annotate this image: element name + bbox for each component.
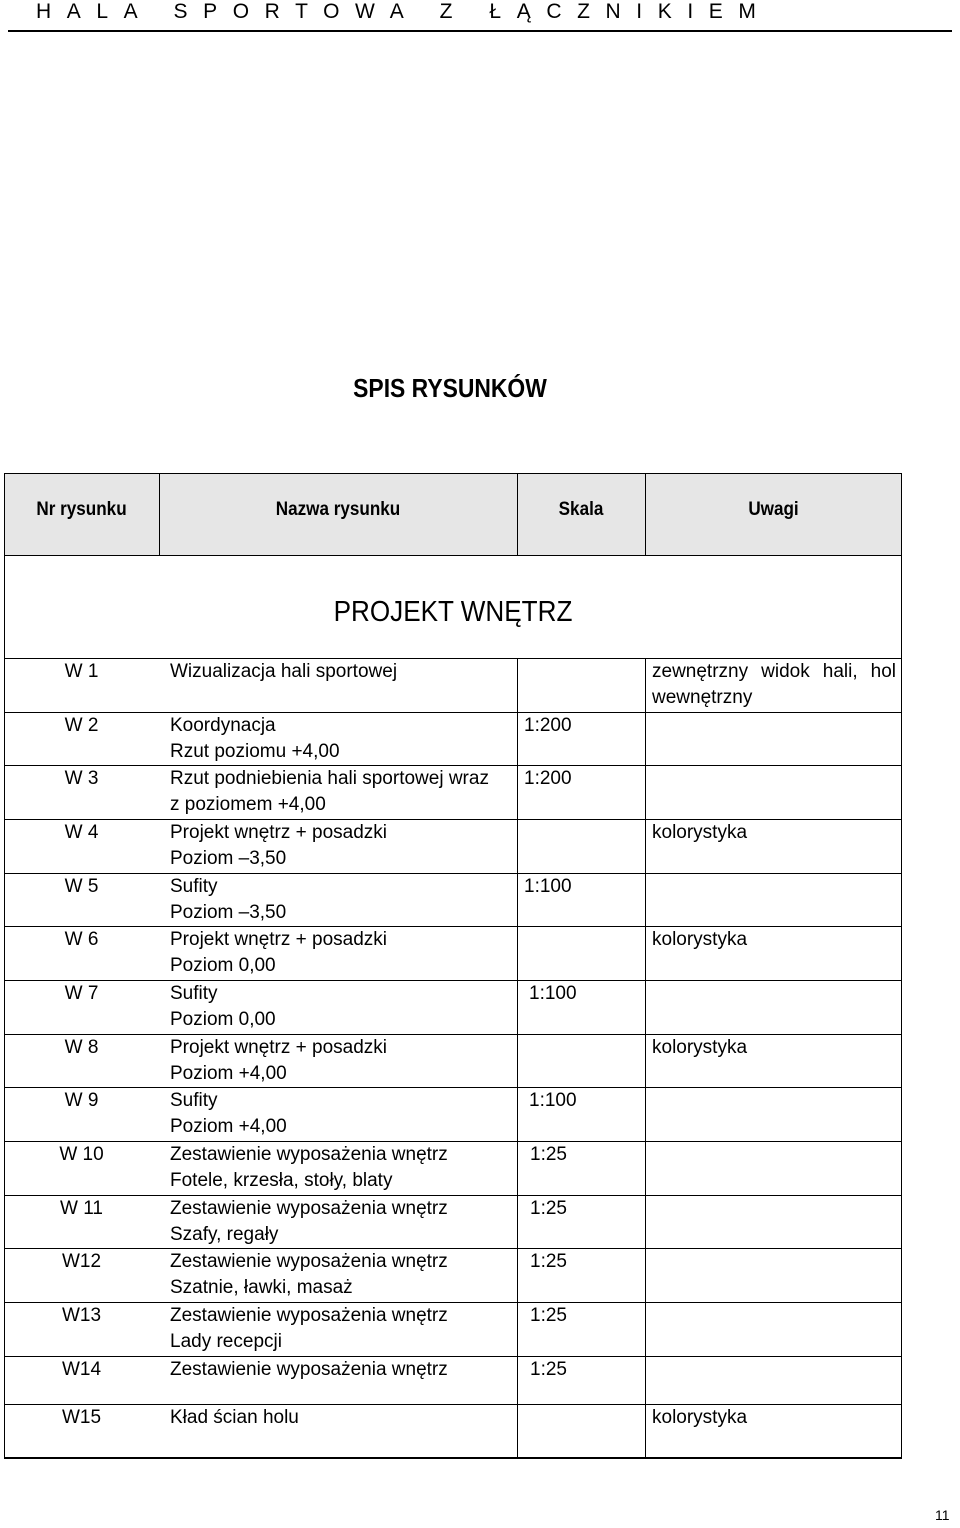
cell-name: Zestawienie wyposażenia wnętrz — [170, 1359, 448, 1380]
header-notes: Uwagi — [748, 499, 799, 520]
header-name: Nazwa rysunku — [275, 499, 401, 520]
cell-nr: W 4 — [64, 822, 99, 843]
cell-name-line2: Poziom –3,50 — [170, 902, 287, 923]
cell-name-line2: Poziom +4,00 — [170, 1063, 287, 1084]
row-divider — [4, 1458, 902, 1459]
cell-name: Kład ścian holu — [170, 1407, 299, 1428]
cell-nr: W12 — [61, 1251, 102, 1272]
cell-nr: W 8 — [64, 1037, 99, 1058]
cell-name-line2: Poziom 0,00 — [170, 1009, 276, 1030]
running-header-title: HALA SPORTOWA Z ŁĄCZNIKIEM — [36, 0, 772, 23]
col-divider-2-body — [517, 658, 518, 1458]
cell-scale: 1:25 — [530, 1359, 567, 1380]
cell-notes: kolorystyka — [652, 1407, 748, 1428]
cell-nr: W 10 — [59, 1144, 104, 1165]
cell-scale: 1:25 — [530, 1144, 567, 1165]
cell-notes-line2: wewnętrzny — [652, 687, 753, 708]
cell-name-line2: Szatnie, ławki, masaż — [170, 1277, 353, 1298]
cell-scale: 1:100 — [529, 1090, 577, 1111]
cell-name: Rzut podniebienia hali sportowej wraz — [170, 768, 489, 789]
cell-notes: kolorystyka — [652, 929, 748, 950]
header-scale: Skala — [558, 499, 604, 520]
cell-nr: W 5 — [64, 876, 99, 897]
cell-name: Zestawienie wyposażenia wnętrz — [170, 1198, 448, 1219]
header-nr: Nr rysunku — [36, 499, 127, 520]
cell-notes: kolorystyka — [652, 822, 748, 843]
cell-notes: zewnętrzny widok hali, hol — [652, 661, 896, 682]
col-divider-2 — [517, 473, 518, 555]
cell-scale: 1:100 — [529, 983, 577, 1004]
cell-name-line2: Lady recepcji — [170, 1331, 282, 1352]
header-col-divider-1 — [159, 473, 160, 555]
drawings-table — [4, 473, 902, 1458]
cell-name-line2: Poziom –3,50 — [170, 848, 287, 869]
cell-name: Projekt wnętrz + posadzki — [170, 929, 388, 950]
cell-name: Sufity — [170, 876, 218, 897]
col-divider-3-body — [645, 658, 646, 1458]
cell-name: Wizualizacja hali sportowej — [170, 661, 398, 682]
cell-nr: W 11 — [60, 1198, 103, 1219]
cell-nr: W 2 — [64, 715, 99, 736]
section-heading: PROJEKT WNĘTRZ — [333, 596, 573, 628]
cell-name: Sufity — [170, 983, 218, 1004]
cell-scale: 1:200 — [524, 715, 572, 736]
cell-nr: W 7 — [64, 983, 99, 1004]
cell-name: Zestawienie wyposażenia wnętrz — [170, 1144, 448, 1165]
document-title: SPIS RYSUNKÓW — [353, 373, 547, 403]
header-rule — [8, 30, 952, 32]
cell-name-line2: Rzut poziomu +4,00 — [170, 741, 340, 762]
cell-nr: W13 — [61, 1305, 102, 1326]
cell-nr: W 3 — [64, 768, 99, 789]
cell-scale: 1:25 — [530, 1305, 567, 1326]
cell-name: Sufity — [170, 1090, 218, 1111]
cell-nr: W 9 — [64, 1090, 99, 1111]
cell-notes: kolorystyka — [652, 1037, 748, 1058]
cell-nr: W14 — [61, 1359, 102, 1380]
col-divider-3 — [645, 473, 646, 555]
cell-nr: W 1 — [64, 661, 99, 682]
cell-nr: W 6 — [64, 929, 99, 950]
header-divider — [4, 555, 902, 556]
cell-name: Zestawienie wyposażenia wnętrz — [170, 1305, 448, 1326]
cell-nr: W15 — [61, 1407, 102, 1428]
cell-name-line2: z poziomem +4,00 — [170, 794, 326, 815]
cell-name: Projekt wnętrz + posadzki — [170, 822, 388, 843]
cell-name-line2: Poziom +4,00 — [170, 1116, 287, 1137]
cell-name: Koordynacja — [170, 715, 276, 736]
cell-name-line2: Fotele, krzesła, stoły, blaty — [170, 1170, 393, 1191]
cell-name: Zestawienie wyposażenia wnętrz — [170, 1251, 448, 1272]
page-number: 11 — [935, 1507, 950, 1523]
cell-name-line2: Poziom 0,00 — [170, 955, 276, 976]
cell-scale: 1:25 — [530, 1251, 567, 1272]
cell-scale: 1:100 — [524, 876, 572, 897]
cell-scale: 1:25 — [530, 1198, 567, 1219]
cell-name: Projekt wnętrz + posadzki — [170, 1037, 388, 1058]
cell-scale: 1:200 — [524, 768, 572, 789]
cell-name-line2: Szafy, regały — [170, 1224, 279, 1245]
